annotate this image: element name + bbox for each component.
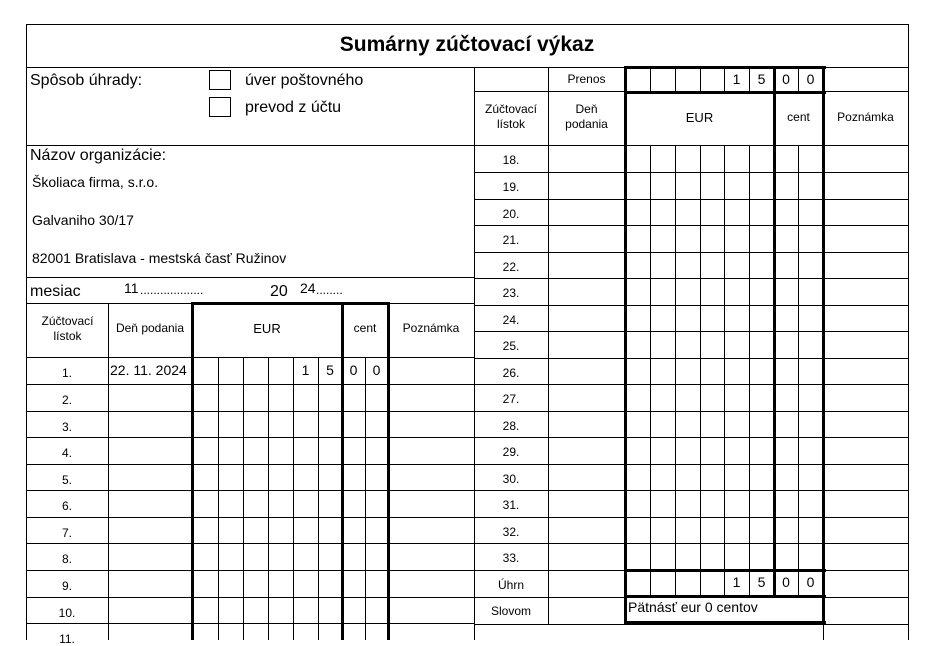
left-row-line <box>26 357 474 358</box>
frame-right-line <box>908 24 909 640</box>
right-digit-col-line <box>724 145 725 597</box>
right-row-number: 24. <box>502 313 520 327</box>
year-prefix: 20 <box>270 283 288 300</box>
left-date-col-line <box>108 303 109 640</box>
right-row-line <box>474 225 908 226</box>
right-row-line <box>474 624 908 625</box>
right-row-line <box>474 597 908 598</box>
total-eur-digit[interactable]: 1 <box>732 574 741 590</box>
left-row-line <box>26 543 474 544</box>
words-label: Slovom <box>490 604 531 618</box>
right-row-line <box>474 464 908 465</box>
left-row-number: 3. <box>61 420 72 434</box>
right-row-line <box>474 305 908 306</box>
right-row-number: 18. <box>502 153 520 167</box>
month-dots: ................... <box>140 283 204 297</box>
left-col-receipt-header <box>27 314 108 344</box>
month-label: mesiac <box>30 283 81 300</box>
left-row-number: 8. <box>61 552 72 566</box>
frame-top-line <box>26 24 909 25</box>
right-row-number: 30. <box>502 472 520 486</box>
form-title: Sumárny zúčtovací výkaz <box>339 33 595 56</box>
right-col-note-header: Poznámka <box>837 110 894 124</box>
right-row-line <box>474 358 908 359</box>
right-row-line <box>474 384 908 385</box>
payment-label: Spôsob úhrady: <box>30 72 143 89</box>
right-row-line <box>474 172 908 173</box>
right-eur-box-left <box>624 67 627 622</box>
right-amount-box-prenos <box>624 91 826 94</box>
left-eur-box-left <box>191 303 194 640</box>
right-row-number: 27. <box>502 392 520 406</box>
payment-option2-label: prevod z účtu <box>245 99 342 116</box>
total-cent-digit[interactable]: 0 <box>806 574 815 590</box>
total-cent-digit[interactable]: 0 <box>782 574 790 590</box>
left-row-number: 7. <box>61 526 72 540</box>
left-row-number: 9. <box>61 579 72 593</box>
left-row1-cent-digit[interactable]: 0 <box>349 362 358 378</box>
left-row1-cent-digit[interactable]: 0 <box>372 362 381 378</box>
organization-bottom-line <box>26 277 474 278</box>
left-cent-box-right <box>387 303 390 640</box>
month-value[interactable]: 11 <box>124 280 139 296</box>
left-digit-col-line <box>218 357 219 640</box>
year-value[interactable]: 24 <box>300 280 316 296</box>
left-col-receipt-header-line1: Zúčtovací <box>41 314 94 328</box>
left-row-line <box>26 597 474 598</box>
total-label: Úhrn <box>497 578 524 592</box>
left-row-line <box>26 411 474 412</box>
right-date-col-line <box>548 67 549 624</box>
left-row-line <box>26 623 474 624</box>
left-row-line <box>26 437 474 438</box>
right-row-number: 29. <box>502 445 520 459</box>
right-digit-col-line <box>650 145 651 597</box>
right-row-line <box>474 570 908 571</box>
left-col-eur-header: EUR <box>253 321 281 336</box>
left-row1-eur-digit[interactable]: 1 <box>301 362 310 378</box>
right-col-receipt-header <box>474 102 548 132</box>
left-digit-col-line <box>268 357 269 640</box>
right-col-receipt-header-line1: Zúčtovací <box>484 102 538 116</box>
total-eur-digit[interactable]: 5 <box>757 574 766 590</box>
left-col-date-header: Deň podania <box>115 321 185 335</box>
right-col-date-header-line1: Deň <box>575 102 598 116</box>
left-row-number: 2. <box>61 393 72 407</box>
right-digit-col-line <box>700 67 701 91</box>
left-col-receipt-header-line2: lístok <box>53 329 82 343</box>
right-amount-box-top <box>624 66 826 69</box>
organization-city[interactable]: 82001 Bratislava - mestská časť Ružinov <box>32 250 287 266</box>
right-row-line <box>474 437 908 438</box>
right-row-line <box>474 490 908 491</box>
right-row-number: 31. <box>502 498 520 512</box>
left-eur-cent-divider <box>341 303 344 640</box>
left-digit-col-line <box>365 357 366 640</box>
right-row-number: 23. <box>502 286 520 300</box>
right-row-number: 22. <box>502 260 520 274</box>
right-digit-col-line <box>650 67 651 91</box>
payment-option1-checkbox[interactable] <box>209 70 231 90</box>
year-dots: ........ <box>316 283 343 297</box>
right-row-number: 28. <box>502 419 520 433</box>
left-row-number: 4. <box>61 446 72 460</box>
left-col-note-header: Poznámka <box>402 321 460 335</box>
left-row-line <box>26 570 474 571</box>
left-row-line <box>26 490 474 491</box>
left-row-line <box>26 464 474 465</box>
left-amount-box-top <box>191 302 390 305</box>
left-row-line <box>26 384 474 385</box>
prenos-cent-digit[interactable]: 0 <box>806 71 815 87</box>
right-row-number: 19. <box>502 180 520 194</box>
words-value[interactable]: Pätnásť eur 0 centov <box>628 599 758 615</box>
right-row-line <box>474 145 908 146</box>
left-row-number: 6. <box>61 499 72 513</box>
left-digit-col-line <box>293 357 294 640</box>
organization-name[interactable]: Školiaca firma, s.r.o. <box>32 174 159 190</box>
right-digit-col-line <box>675 67 676 91</box>
right-row-number: 32. <box>502 525 520 539</box>
left-row-date[interactable]: 22. 11. 2024 <box>110 363 187 377</box>
payment-option2-checkbox[interactable] <box>209 97 231 117</box>
right-row-line <box>474 331 908 332</box>
right-col-cent-header: cent <box>787 110 810 124</box>
left-row-number: 11. <box>59 632 75 646</box>
payment-bottom-line <box>26 145 474 146</box>
right-cent-box-right <box>822 67 825 622</box>
right-row-line <box>474 411 908 412</box>
organization-label: Názov organizácie: <box>30 147 167 164</box>
right-digit-col-line <box>675 145 676 597</box>
left-row-number: 10. <box>58 606 76 620</box>
prenos-eur-digit[interactable]: 5 <box>757 71 766 87</box>
right-col-eur-header: EUR <box>685 110 714 125</box>
right-col-date-header <box>548 102 625 132</box>
right-row-line <box>474 517 908 518</box>
right-row-line <box>474 199 908 200</box>
right-digit-col-line <box>749 145 750 597</box>
right-col-date-header-line2: podania <box>565 117 608 131</box>
right-col-receipt-header-line2: lístok <box>496 117 525 131</box>
right-digit-col-line <box>798 145 799 597</box>
organization-street[interactable]: Galvaniho 30/17 <box>32 212 134 228</box>
right-row-number: 33. <box>502 551 520 565</box>
payment-option1-label: úver poštovného <box>245 72 364 89</box>
right-row-line <box>474 278 908 279</box>
prenos-eur-digit[interactable]: 1 <box>732 71 741 87</box>
right-row-number: 26. <box>502 366 520 380</box>
left-row-number: 1. <box>61 366 72 380</box>
left-digit-col-line <box>318 357 319 640</box>
right-row-line <box>474 543 908 544</box>
right-row-number: 25. <box>502 339 520 353</box>
left-row-number: 5. <box>61 473 72 487</box>
right-row-number: 21. <box>502 233 520 247</box>
right-row-line <box>474 252 908 253</box>
right-digit-col-line <box>700 145 701 597</box>
left-digit-col-line <box>243 357 244 640</box>
left-col-cent-header: cent <box>353 321 377 335</box>
prenos-cent-digit[interactable]: 0 <box>782 71 790 87</box>
left-row-line <box>26 517 474 518</box>
prenos-label: Prenos <box>567 72 606 86</box>
left-row1-eur-digit[interactable]: 5 <box>326 362 334 378</box>
right-row-number: 20. <box>502 207 520 221</box>
